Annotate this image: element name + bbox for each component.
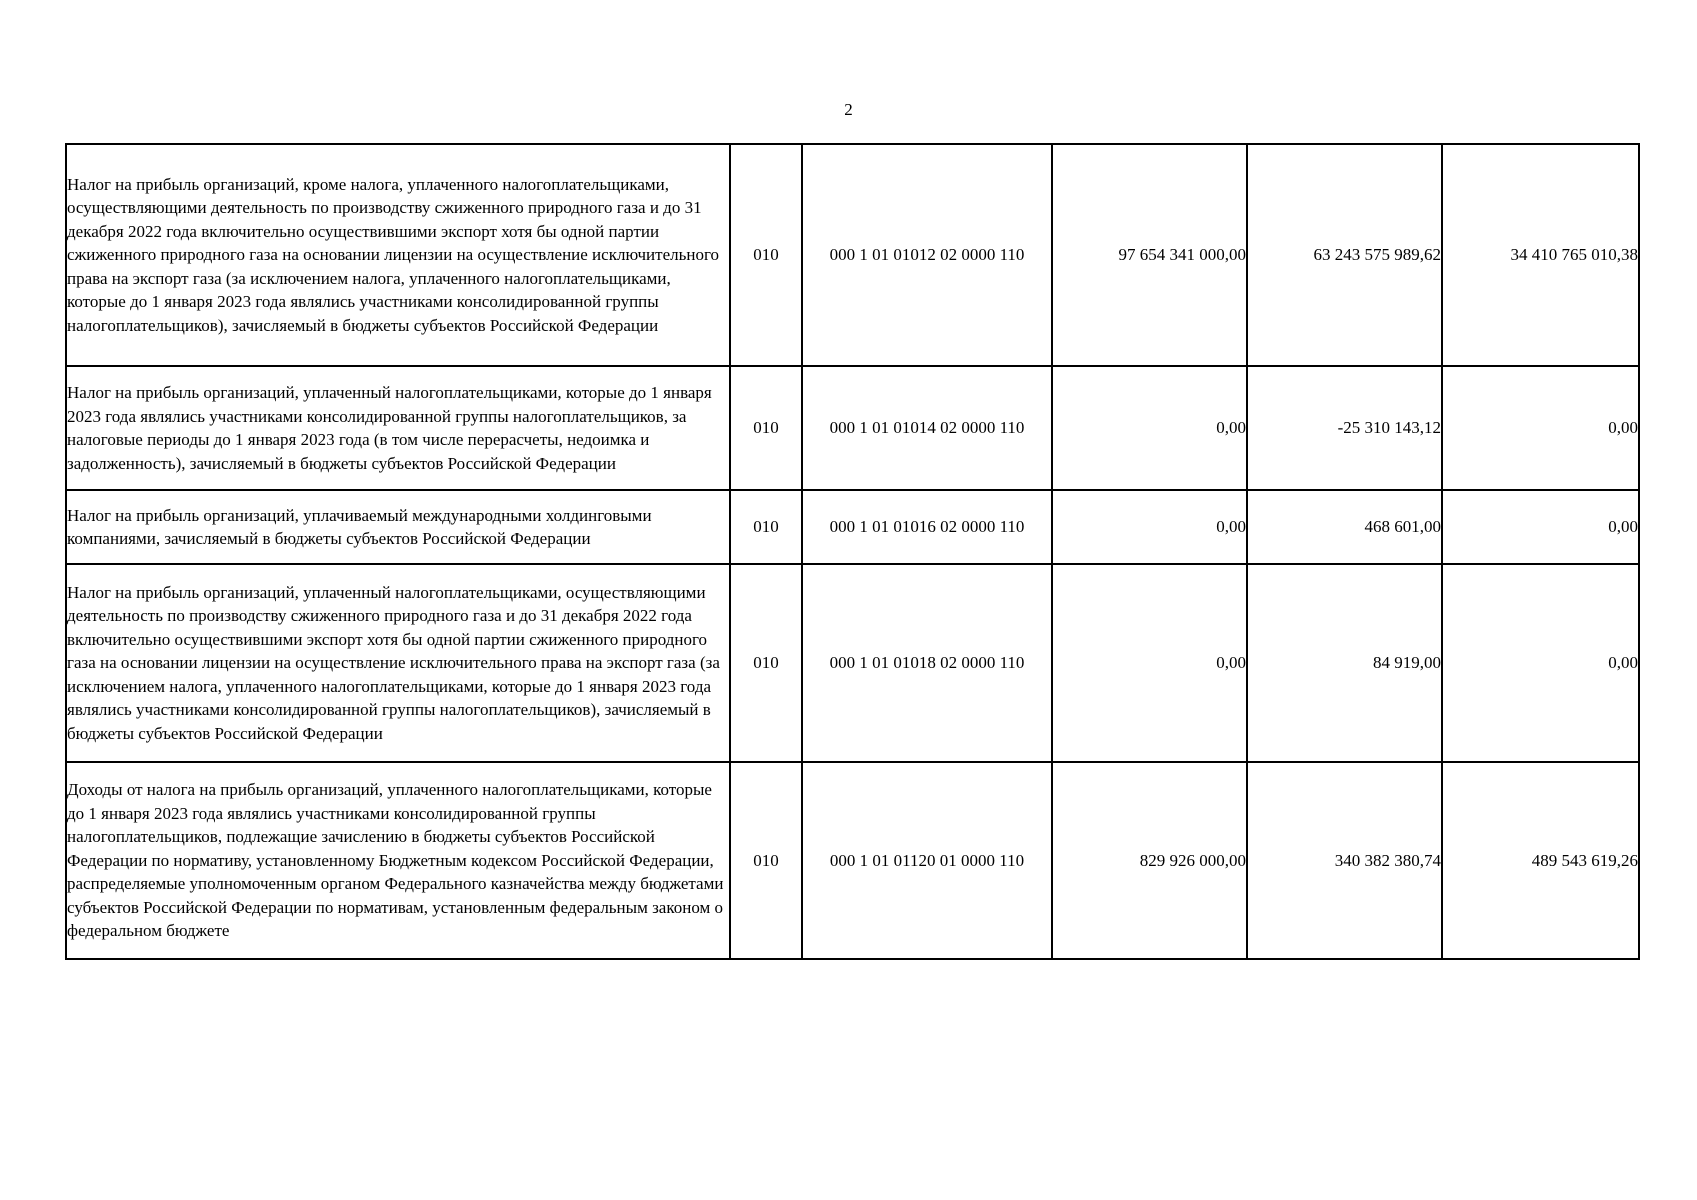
row-description: Налог на прибыль организаций, уплаченный налогоплательщиками, которые до 1 января 2023 года являлись участниками консолидированной группы налогоплательщиков, за налоговые периоды до 1 января 2023 года (в том числе перерасчеты, недоимка и задолженность), зачисляемый в бюджеты субъектов Российской Федерации: [66, 366, 730, 490]
row-approved-amount: 0,00: [1052, 564, 1247, 762]
row-line-code: 010: [730, 366, 802, 490]
table-row: [66, 144, 1639, 366]
row-unexecuted-amount: 0,00: [1442, 366, 1639, 490]
row-approved-amount: 0,00: [1052, 490, 1247, 564]
row-description: Налог на прибыль организаций, кроме налога, уплаченного налогоплательщиками, осуществляющими деятельность по производству сжиженного природного газа и до 31 декабря 2022 года включительно осуществившими экспорт хотя бы одной партии сжиженного природного газа на основании лицензии на осуществление исключительного права на экспорт газа (за исключением налога, уплаченного налогоплательщиками, которые до 1 января 2023 года являлись участниками консолидированной группы налогоплательщиков), зачисляемый в бюджеты субъектов Российской Федерации: [66, 144, 730, 366]
row-executed-amount: 340 382 380,74: [1247, 762, 1442, 959]
table-row: [66, 490, 1639, 564]
row-approved-amount: 97 654 341 000,00: [1052, 144, 1247, 366]
page-number: 2: [844, 100, 853, 119]
row-description: Налог на прибыль организаций, уплачиваемый международными холдинговыми компаниями, зачисляемый в бюджеты субъектов Российской Федерации: [66, 490, 730, 564]
row-executed-amount: 84 919,00: [1247, 564, 1442, 762]
row-budget-code: 000 1 01 01120 01 0000 110: [802, 762, 1052, 959]
row-executed-amount: -25 310 143,12: [1247, 366, 1442, 490]
row-line-code: 010: [730, 490, 802, 564]
row-unexecuted-amount: 0,00: [1442, 490, 1639, 564]
row-executed-amount: 468 601,00: [1247, 490, 1442, 564]
table-row: [66, 762, 1639, 959]
revenue-table: [65, 143, 1640, 960]
row-approved-amount: 0,00: [1052, 366, 1247, 490]
row-executed-amount: 63 243 575 989,62: [1247, 144, 1442, 366]
table-row: [66, 366, 1639, 490]
row-budget-code: 000 1 01 01014 02 0000 110: [802, 366, 1052, 490]
row-approved-amount: 829 926 000,00: [1052, 762, 1247, 959]
row-unexecuted-amount: 0,00: [1442, 564, 1639, 762]
row-budget-code: 000 1 01 01018 02 0000 110: [802, 564, 1052, 762]
row-line-code: 010: [730, 144, 802, 366]
row-unexecuted-amount: 489 543 619,26: [1442, 762, 1639, 959]
row-unexecuted-amount: 34 410 765 010,38: [1442, 144, 1639, 366]
row-budget-code: 000 1 01 01012 02 0000 110: [802, 144, 1052, 366]
row-description: Доходы от налога на прибыль организаций, уплаченного налогоплательщиками, которые до 1 января 2023 года являлись участниками консолидированной группы налогоплательщиков, подлежащие зачислению в бюджеты субъектов Российской Федерации по нормативу, установленному Бюджетным кодексом Российской Федерации, распределяемые уполномоченным органом Федерального казначейства между бюджетами субъектов Российской Федерации по нормативам, установленным федеральным законом о федеральном бюджете: [66, 762, 730, 959]
row-description: Налог на прибыль организаций, уплаченный налогоплательщиками, осуществляющими деятельность по производству сжиженного природного газа и до 31 декабря 2022 года включительно осуществившими экспорт хотя бы одной партии сжиженного природного газа на основании лицензии на осуществление исключительного права на экспорт газа (за исключением налога, уплаченного налогоплательщиками, которые до 1 января 2023 года являлись участниками консолидированной группы налогоплательщиков), зачисляемый в бюджеты субъектов Российской Федерации: [66, 564, 730, 762]
row-line-code: 010: [730, 564, 802, 762]
row-line-code: 010: [730, 762, 802, 959]
table-row: [66, 564, 1639, 762]
row-budget-code: 000 1 01 01016 02 0000 110: [802, 490, 1052, 564]
